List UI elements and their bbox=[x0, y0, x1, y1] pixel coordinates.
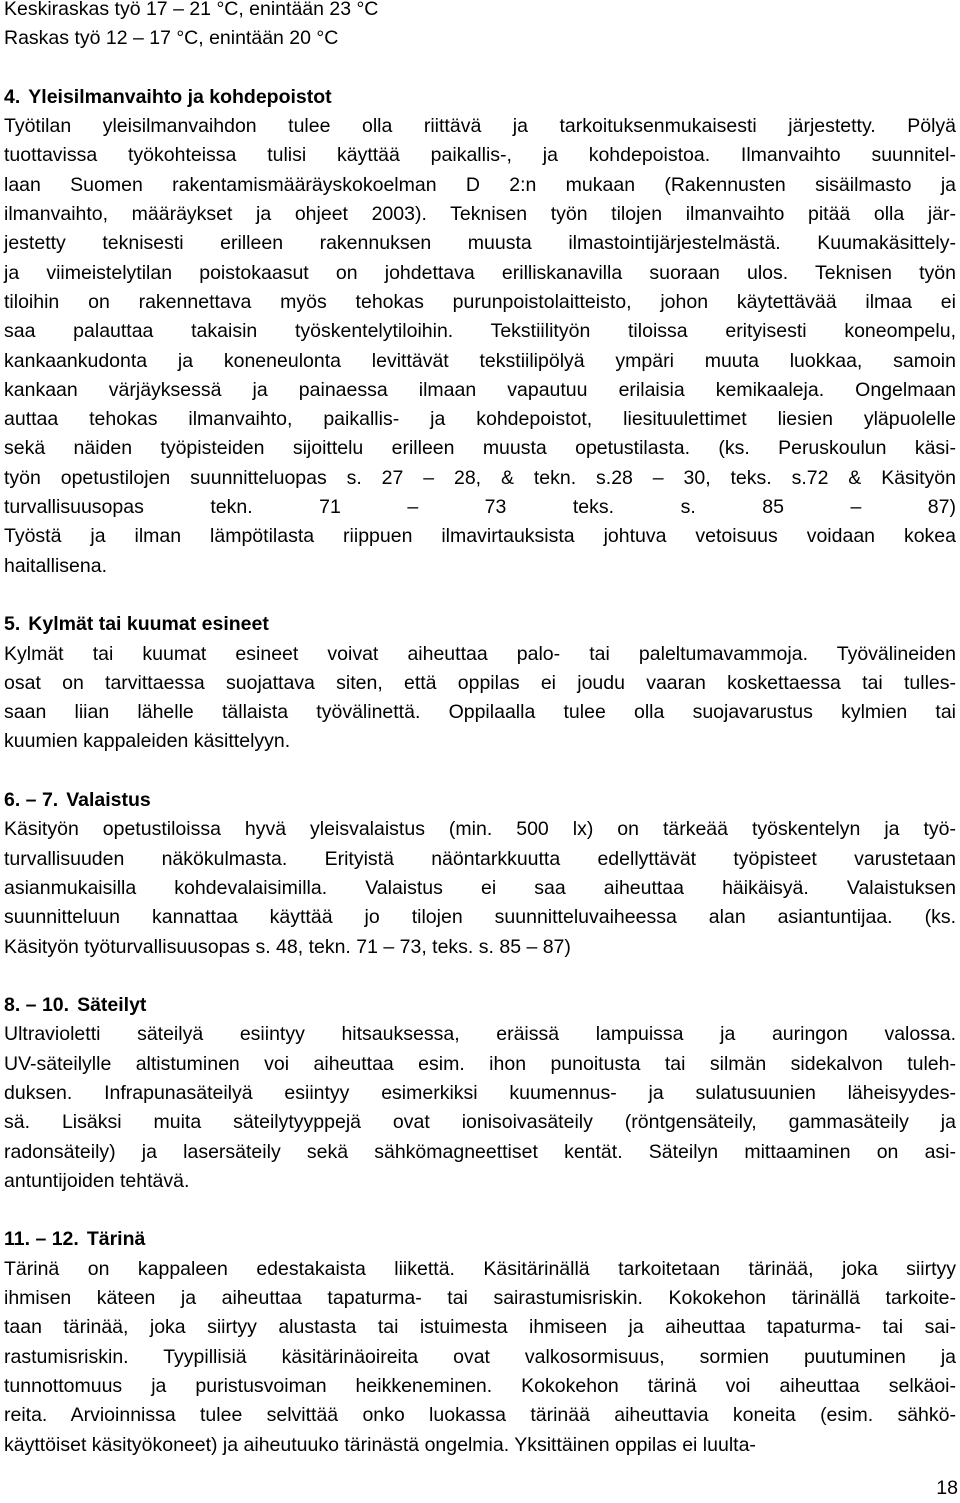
section bbox=[4, 610, 956, 756]
body-text-line: kankaan värjäyksessä ja painaessa ilmaan vapautuu erilaisia kemikaaleja. Ongelmaan bbox=[4, 378, 956, 401]
body-text-line: haitallisena. bbox=[4, 554, 107, 577]
section bbox=[4, 991, 956, 1196]
body-text-line: asianmukaisilla kohdevalaisimilla. Valaistus ei saa aiheuttaa häikäisyä. Valaistuksen bbox=[4, 876, 956, 899]
section-number: 4. bbox=[4, 85, 21, 108]
body-text-line: sekä näiden työpisteiden sijoittelu erilleen muusta opetustilasta. (ks. Peruskoulun käsi- bbox=[4, 437, 956, 460]
intro-block bbox=[4, 0, 956, 54]
body-text-line: Kylmät tai kuumat esineet voivat aiheuttaa palo- tai paleltumavammoja. Työvälineiden bbox=[4, 642, 956, 665]
page-number: 18 bbox=[936, 1477, 958, 1499]
section-number: 6. – 7. bbox=[4, 789, 59, 812]
section-title: Kylmät tai kuumat esineet bbox=[28, 613, 269, 636]
section bbox=[4, 1225, 956, 1459]
body-text-line: turvallisuusopas tekn. 71 – 73 teks. s. 85 – 87) bbox=[4, 496, 956, 519]
body-text-line: kuumien kappaleiden käsittelyyn. bbox=[4, 730, 291, 753]
section-title: Tärinä bbox=[86, 1228, 146, 1251]
section bbox=[4, 786, 956, 962]
body-text-line: osat on tarvittaessa suojattava siten, että oppilas ei joudu vaaran koskettaessa tai tulles- bbox=[4, 671, 956, 694]
section-number: 5. bbox=[4, 613, 21, 636]
intro-line: Raskas työ 12 – 17 °C, enintään 20 °C bbox=[4, 27, 339, 50]
body-text-line: taan tärinää, joka siirtyy alustasta tai istuimesta ihmiseen ja aiheuttaa tapaturma- tai sai- bbox=[4, 1316, 956, 1339]
body-text-line: UV-säteilylle altistuminen voi aiheuttaa esim. ihon punoitusta tai silmän sidekalvon tuleh- bbox=[4, 1052, 956, 1075]
body-text-line: auttaa tehokas ilmanvaihto, paikallis- ja kohdepoistot, liesituulettimet liesien yläpuolelle bbox=[4, 408, 956, 431]
section-heading bbox=[4, 610, 956, 639]
body-text-line: saan liian lähelle tällaista työvälinettä. Oppilaalla tulee olla suojavarustus kylmien tai bbox=[4, 701, 956, 724]
body-text-line: laan Suomen rakentamismääräyskokoelman D 2:n mukaan (Rakennusten sisäilmasto ja bbox=[4, 173, 956, 196]
body-text-line: ilmanvaihto, määräykset ja ohjeet 2003). Teknisen työn tilojen ilmanvaihto pitää olla jär- bbox=[4, 203, 956, 226]
body-text-line: työn opetustilojen suunnitteluopas s. 27 – 28, & tekn. s.28 – 30, teks. s.72 & Käsityön bbox=[4, 466, 956, 489]
body-text-line: tunnottomuus ja puristusvoiman heikkeneminen. Kokokehon tärinä voi aiheuttaa selkäoi- bbox=[4, 1374, 956, 1397]
section-title: Yleisilmanvaihto ja kohdepoistot bbox=[28, 85, 332, 108]
section-heading bbox=[4, 786, 956, 815]
body-text-line: Työtilan yleisilmanvaihdon tulee olla riittävä ja tarkoituksenmukaisesti järjestetty. Pölyä bbox=[4, 115, 956, 138]
body-text-line: radonsäteily) ja lasersäteily sekä sähkömagneettiset kentät. Säteilyn mittaaminen on asi- bbox=[4, 1140, 956, 1163]
section-heading bbox=[4, 83, 956, 112]
body-text-line: rastumisriskin. Tyypillisiä käsitärinäoireita ovat valkosormisuus, sormien puutuminen ja bbox=[4, 1345, 956, 1368]
intro-line: Keskiraskas työ 17 – 21 °C, enintään 23 °C bbox=[4, 0, 379, 20]
body-text-line: kankaankudonta ja koneneulonta levittävät tekstiilipölyä ympäri muuta luokkaa, samoin bbox=[4, 349, 956, 372]
section-title: Valaistus bbox=[66, 789, 151, 812]
body-text-line: sä. Lisäksi muita säteilytyyppejä ovat ionisoivasäteily (röntgensäteily, gammasäteily ja bbox=[4, 1111, 956, 1134]
body-text-line: käyttöiset käsityökoneet) ja aiheutuuko tärinästä ongelmia. Yksittäinen oppilas ei luulta- bbox=[4, 1433, 756, 1456]
body-text-line: Työstä ja ilman lämpötilasta riippuen ilmavirtauksista johtuva vetoisuus voidaan kokea bbox=[4, 525, 956, 548]
body-text-line: antuntijoiden tehtävä. bbox=[4, 1169, 190, 1192]
section-number: 11. – 12. bbox=[4, 1228, 79, 1251]
body-text-line: turvallisuuden näkökulmasta. Erityistä näöntarkkuutta edellyttävät työpisteet varustetaan bbox=[4, 847, 956, 870]
section bbox=[4, 83, 956, 581]
body-text-line: Ultravioletti säteilyä esiintyy hitsauksessa, eräissä lampuissa ja auringon valossa. bbox=[4, 1023, 956, 1046]
body-text-line: ihmisen käteen ja aiheuttaa tapaturma- tai sairastumisriskin. Kokokehon tärinällä tarkoite- bbox=[4, 1287, 956, 1310]
body-text-line: ja viimeistelytilan poistokaasut on johdettava erilliskanavilla suoraan ulos. Teknisen työn bbox=[4, 261, 956, 284]
section-heading bbox=[4, 1225, 956, 1254]
section-number: 8. – 10. bbox=[4, 994, 70, 1017]
body-text-line: tuottavissa työkohteissa tulisi käyttää paikallis-, ja kohdepoistoa. Ilmanvaihto suunnitel- bbox=[4, 144, 956, 167]
body-text-line: saa palauttaa takaisin työskentelytiloihin. Tekstiilityön tiloissa erityisesti koneompelu, bbox=[4, 320, 956, 343]
body-text-line: jestetty teknisesti erilleen rakennuksen muusta ilmastointijärjestelmästä. Kuumakäsittely- bbox=[4, 232, 956, 255]
body-text-line: duksen. Infrapunasäteilyä esiintyy esimerkiksi kuumennus- ja sulatusuunien läheisyydes- bbox=[4, 1081, 956, 1104]
sections-container bbox=[4, 83, 956, 1460]
body-text-line: Käsityön opetustiloissa hyvä yleisvalaistus (min. 500 lx) on tärkeää työskentelyn ja työ- bbox=[4, 818, 956, 841]
body-text-line: reita. Arvioinnissa tulee selvittää onko luokassa tärinää aiheuttavia koneita (esim. sähkö- bbox=[4, 1404, 956, 1427]
document-page bbox=[4, 0, 956, 1460]
section-heading bbox=[4, 991, 956, 1020]
body-text-line: tiloihin on rakennettava myös tehokas purunpoistolaitteisto, johon käytettävää ilmaa ei bbox=[4, 290, 956, 313]
body-text-line: Käsityön työturvallisuusopas s. 48, tekn. 71 – 73, teks. s. 85 – 87) bbox=[4, 935, 571, 958]
body-text-line: suunnitteluun kannattaa käyttää jo tilojen suunnitteluvaiheessa alan asiantuntijaa. (ks. bbox=[4, 906, 956, 929]
section-title: Säteilyt bbox=[77, 994, 147, 1017]
body-text-line: Tärinä on kappaleen edestakaista liikettä. Käsitärinällä tarkoitetaan tärinää, joka siirtyy bbox=[4, 1257, 956, 1280]
